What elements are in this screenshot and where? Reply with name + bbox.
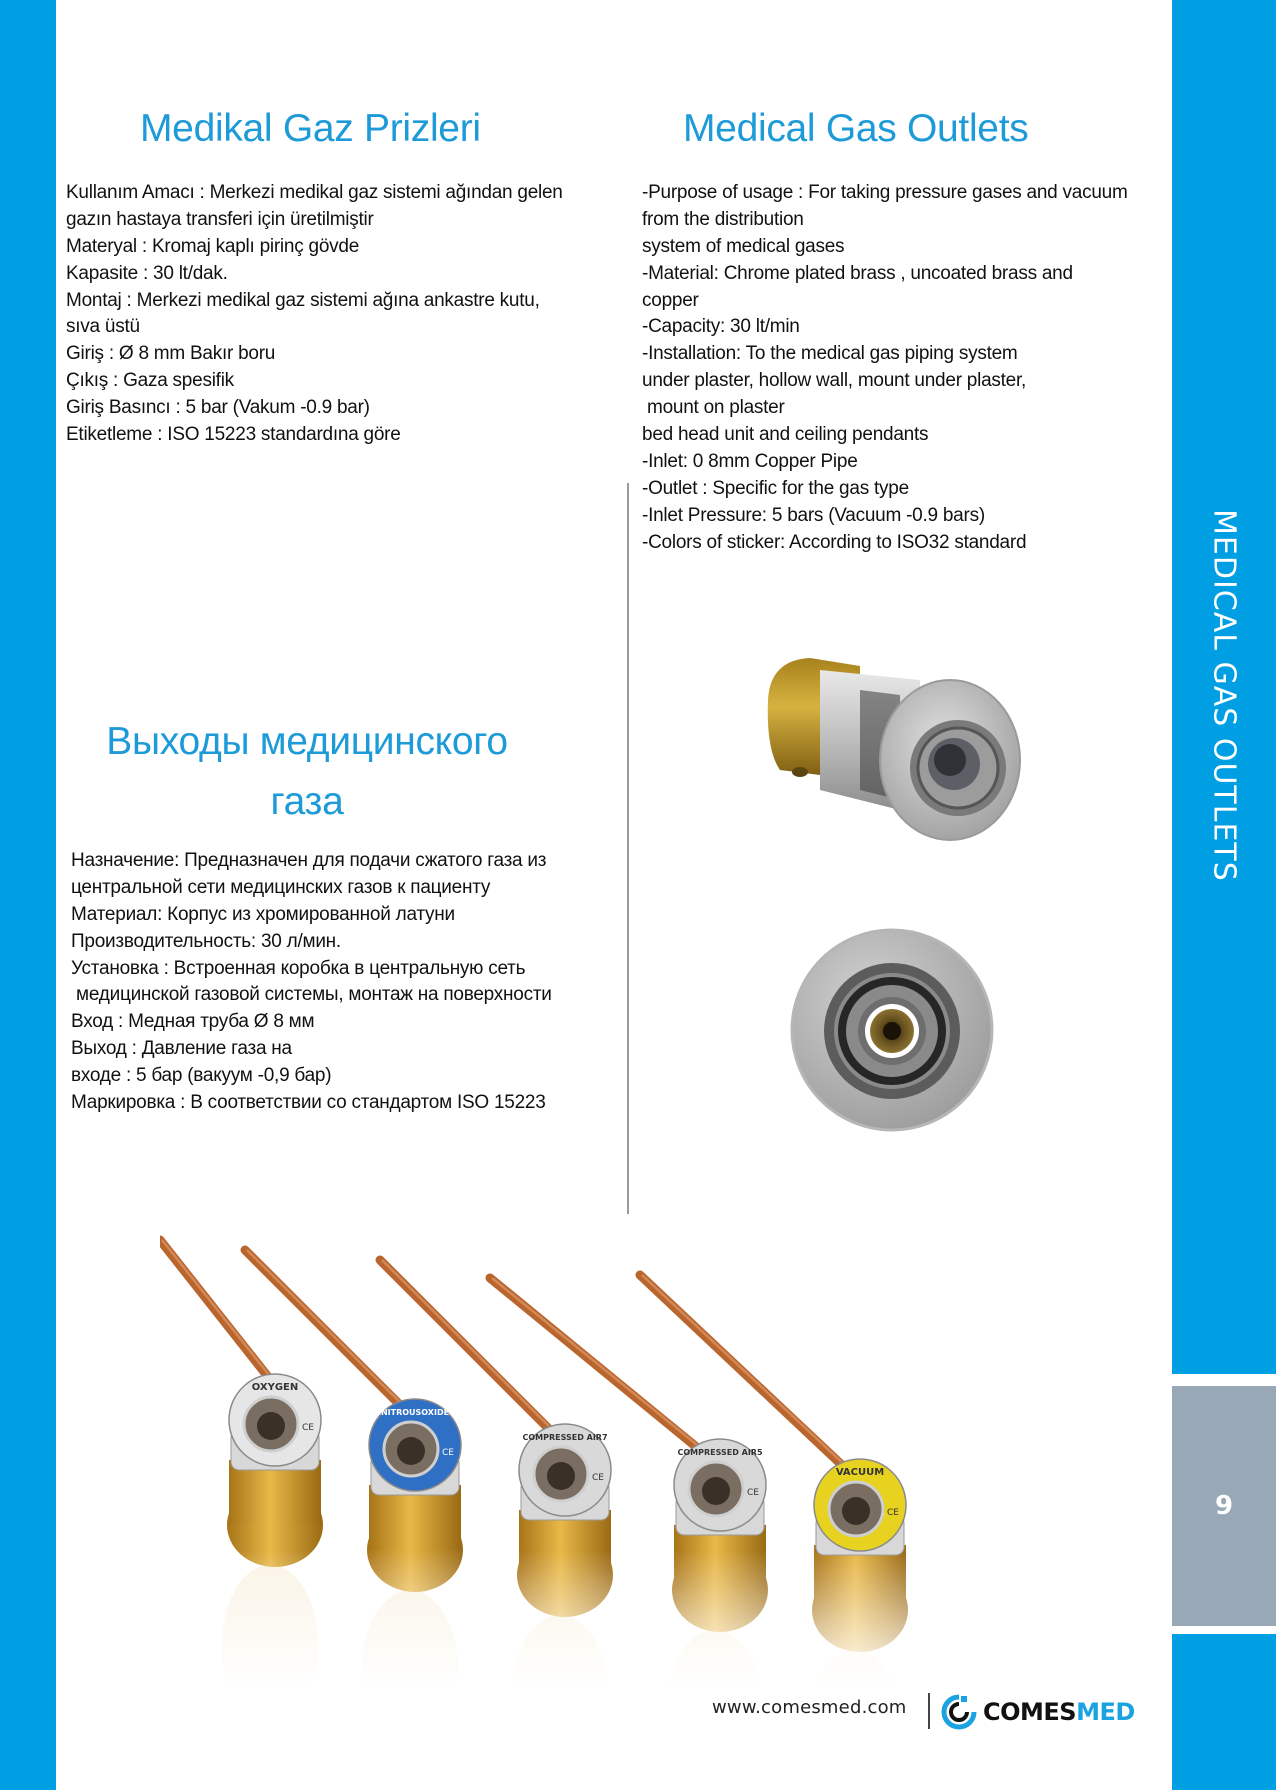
russian-spec-list [71,848,552,1117]
spec-line: центральной сети медицинских газов к пациенту [71,876,491,898]
english-title: Medical Gas Outlets [683,107,1029,150]
ce-mark: CE [592,1473,604,1483]
left-accent-bar [0,0,56,1790]
spec-line: Производительность: 30 л/мин. [71,930,341,952]
english-spec-list [642,180,1128,556]
spec-line: -Material: Chrome plated brass , uncoated brass and [642,262,1073,284]
spec-line: -Installation: To the medical gas piping system [642,343,1018,365]
ce-mark: CE [887,1508,899,1518]
gas-label: VACUUM [835,1467,885,1478]
spec-line: from the distribution [642,208,804,230]
spec-line: -Inlet Pressure: 5 bars (Vacuum -0.9 bars) [642,504,985,526]
spec-line: Giriş : Ø 8 mm Bakır boru [66,343,276,365]
column-divider [627,483,629,1214]
russian-title-line-2: газа [270,780,344,823]
spec-line: Montaj : Merkezi medikal gaz sistemi ağına ankastre kutu, [66,289,540,311]
spec-line: Материал: Корпус из хромированной латуни [71,903,455,925]
spec-line: Çıkış : Gaza spesifik [66,370,234,392]
spec-line: bed head unit and ceiling pendants [642,424,929,446]
spec-line: Giriş Basıncı : 5 bar (Vakum -0.9 bar) [66,397,370,419]
ce-mark: CE [747,1488,759,1498]
spec-line: медицинской газовой системы, монтаж на поверхности [71,984,552,1006]
spec-line: sıva üstü [66,316,140,338]
spec-line: Маркировка : В соответствии со стандартом ISO 15223 [71,1092,546,1114]
section-tab [1172,505,1276,885]
spec-line: -Colors of sticker: According to ISO32 standard [642,531,1027,553]
spec-line: Назначение: Предназначен для подачи сжатого газа из [71,850,547,871]
spec-line: Kapasite : 30 lt/dak. [66,262,228,284]
gas-label: COMPRESSED AIR5 [677,1448,763,1457]
spec-line: system of medical gases [642,235,845,257]
gas-label: OXYGEN [251,1382,299,1393]
russian-title [60,712,554,832]
spec-line: -Purpose of usage : For taking pressure gases and vacuum [642,182,1128,203]
brand-logo [941,1694,1141,1730]
spec-line: Materyal : Kromaj kaplı pirinç gövde [66,235,360,257]
spec-line: -Capacity: 30 lt/min [642,316,800,338]
gas-outlet-front-view-image [780,925,1000,1135]
brand-logo-icon [941,1694,977,1730]
website-link[interactable]: www.comesmed.com [712,1697,907,1718]
brand-name-dark: COMES [983,1698,1077,1726]
right-accent-bar-bottom [1172,1634,1276,1790]
spec-line: Вход : Медная труба Ø 8 мм [71,1011,315,1033]
spec-line: under plaster, hollow wall, mount under plaster, [642,370,1027,392]
ce-mark: CE [302,1423,314,1433]
spec-line: copper [642,289,699,311]
spec-line: gazın hastaya transferi için üretilmiştir [66,208,374,230]
gas-label: NITROUSOXIDE [380,1408,450,1417]
spec-line: Etiketleme : ISO 15223 standardına göre [66,424,401,446]
spec-line: -Outlet : Specific for the gas type [642,477,909,499]
footer-divider [928,1693,930,1729]
gas-outlets-row-image [160,1220,1120,1690]
spec-line: mount on plaster [642,397,785,419]
gas-outlet-side-view-image [750,640,1030,850]
page-number: 9 [1214,1491,1234,1521]
russian-title-line-1: Выходы медицинского [106,720,508,763]
ce-mark: CE [442,1448,454,1458]
spec-line: Установка : Встроенная коробка в центральную сеть [71,957,526,979]
turkish-title: Medikal Gaz Prizleri [140,107,481,150]
brand-name-blue: MED [1076,1698,1135,1726]
spec-line: Kullanım Amacı : Merkezi medikal gaz sistemi ağından gelen [66,182,563,203]
spec-line: входе : 5 бар (вакуум -0,9 бар) [71,1065,332,1087]
gas-label: COMPRESSED AIR7 [522,1433,608,1442]
turkish-spec-list [66,180,563,449]
spec-line: Выход : Давление газа на [71,1038,292,1060]
section-tab-label: MEDICAL GAS OUTLETS [1206,508,1242,882]
spec-line: -Inlet: 0 8mm Copper Pipe [642,450,858,472]
